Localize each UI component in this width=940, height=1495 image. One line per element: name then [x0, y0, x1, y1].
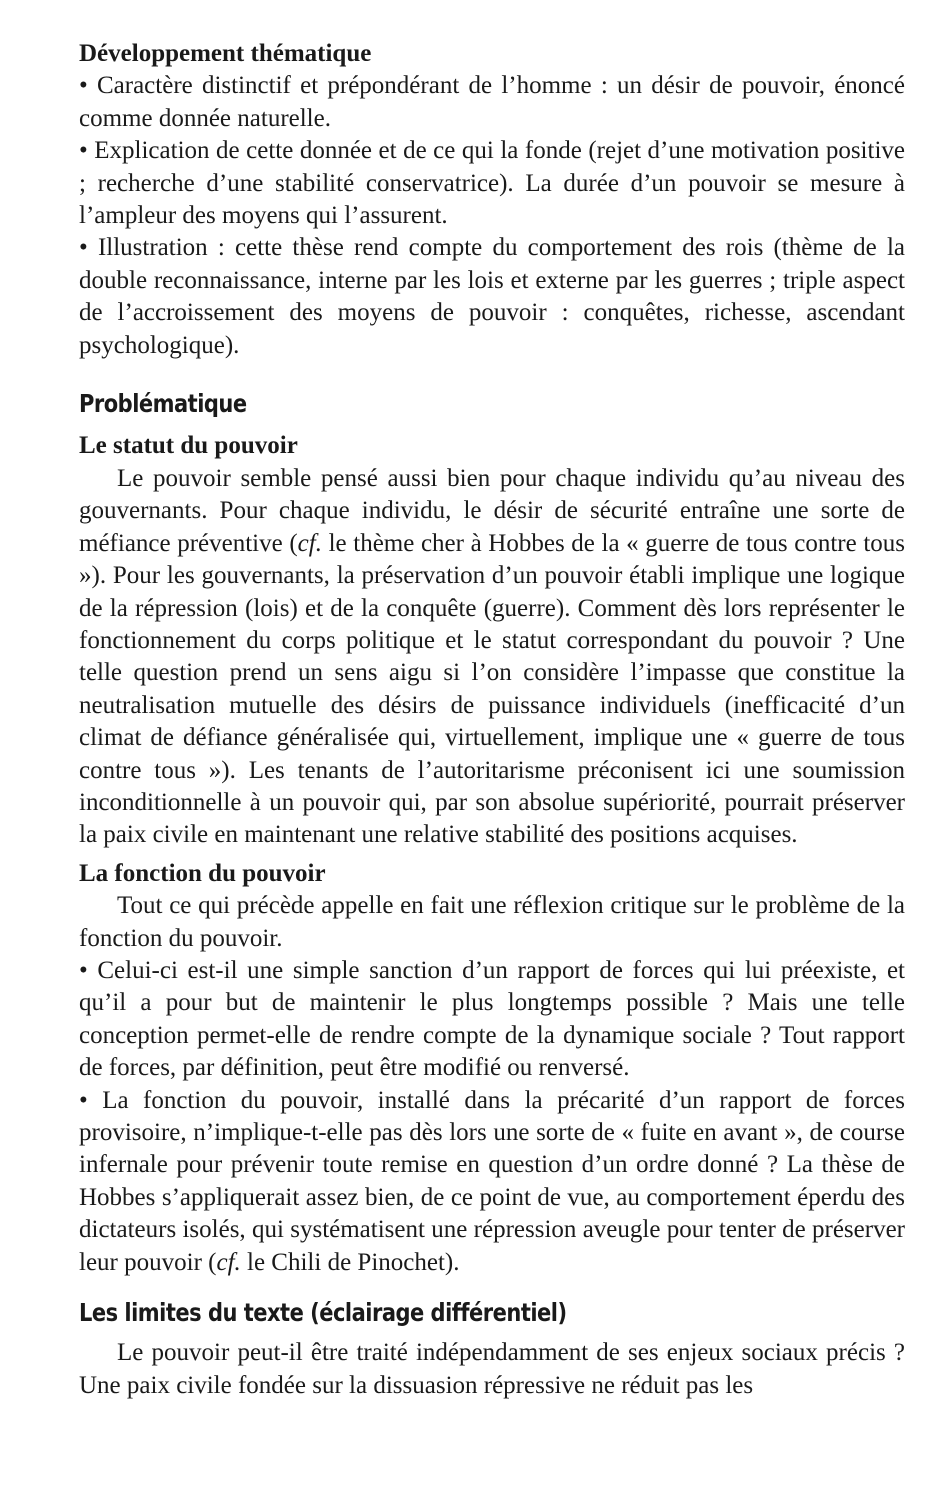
- developpement-bullet-1: • Caractère distinctif et prépondérant de l’homme : un désir de pouvoir, énoncé comme donnée naturelle.: [79, 72, 905, 132]
- statut-cf: cf.: [297, 529, 322, 557]
- fonction-heading: La fonction du pouvoir: [79, 859, 326, 887]
- fonction-bullet-1: • Celui-ci est-il une simple sanction d’un rapport de forces qui lui préexiste, et qu’il a pour but de maintenir le plus longtemps possible ? Mais une telle conception permet-elle de rendre compte de la dynamique sociale ? Tout rapport de forces, par définition, peut être modifié ou renversé.: [79, 956, 905, 1082]
- fonction-intro: Tout ce qui précède appelle en fait une réflexion critique sur le problème de la fonction du pouvoir.: [79, 892, 905, 952]
- page-body: [79, 38, 905, 1402]
- fonction-bullet-2: [79, 1085, 905, 1279]
- fonction-bullet-2-part1: • La fonction du pouvoir, installé dans la précarité d’un rapport de forces provisoire, n’implique-t-elle pas dès lors une sorte de « fuite en avant », de course infernale pour prévenir toute remise en question d’un ordre donné ? La thèse de Hobbes s’appliquerait assez bien, de ce point de vue, au comportement éperdu des dictateurs isolés, qui systématisent une répression aveugle pour tenter de préserver leur pouvoir (: [79, 1086, 905, 1276]
- statut-paragraph: [79, 463, 905, 852]
- statut-text-part2: le thème cher à Hobbes de la « guerre de tous contre tous »). Pour les gouvernants, la préservation d’un pouvoir établi implique une logique de la répression (lois) et de la conquête (guerre). Comment dès lors représenter le fonctionnement du corps politique et le statut correspondant du pouvoir ? Une telle question prend un sens aigu si l’on considère l’impasse que constitue la neutralisation mutuelle des désirs de puissance individuels (inefficacité d’un climat de défiance généralisée qui, virtuellement, implique une « guerre de tous contre tous »). Les tenants de l’autoritarisme préconisent ici une soumission inconditionnelle à un pouvoir qui, par son absolue supériorité, pourrait préserver la paix civile en maintenant une relative stabilité des positions acquises.: [79, 529, 905, 849]
- statut-heading: Le statut du pouvoir: [79, 432, 298, 460]
- developpement-bullet-3: • Illustration : cette thèse rend compte du comportement des rois (thème de la double reconnaissance, interne par les lois et externe par les guerres ; triple aspect de l’accroissement des moyens de pouvoir : conquêtes, richesse, ascendant psychologique).: [79, 234, 905, 359]
- statut-text-part1: Le pouvoir semble pensé aussi bien pour chaque individu qu’au niveau des gouvernants. Pour chaque individu, le désir de sécurité entraîne une sorte de méfiance préventive (: [79, 464, 905, 557]
- developpement-bullet-2: • Explication de cette donnée et de ce qui la fonde (rejet d’une motivation positive ; recherche d’une stabilité conservatrice). La durée d’un pouvoir se mesure à l’ampleur des moyens qui l’assurent.: [79, 137, 905, 230]
- problematique-title: Problématique: [79, 389, 247, 419]
- limites-paragraph: Le pouvoir peut-il être traité indépendamment de ses enjeux sociaux précis ? Une paix civile fondée sur la dissuasion répressive ne réduit pas les: [79, 1339, 905, 1399]
- fonction-bullet-2-part2: le Chili de Pinochet).: [240, 1248, 460, 1276]
- fonction-cf: cf.: [216, 1248, 241, 1276]
- limites-title: Les limites du texte (éclairage différentiel): [79, 1298, 567, 1328]
- developpement-heading: Développement thématique: [79, 40, 372, 67]
